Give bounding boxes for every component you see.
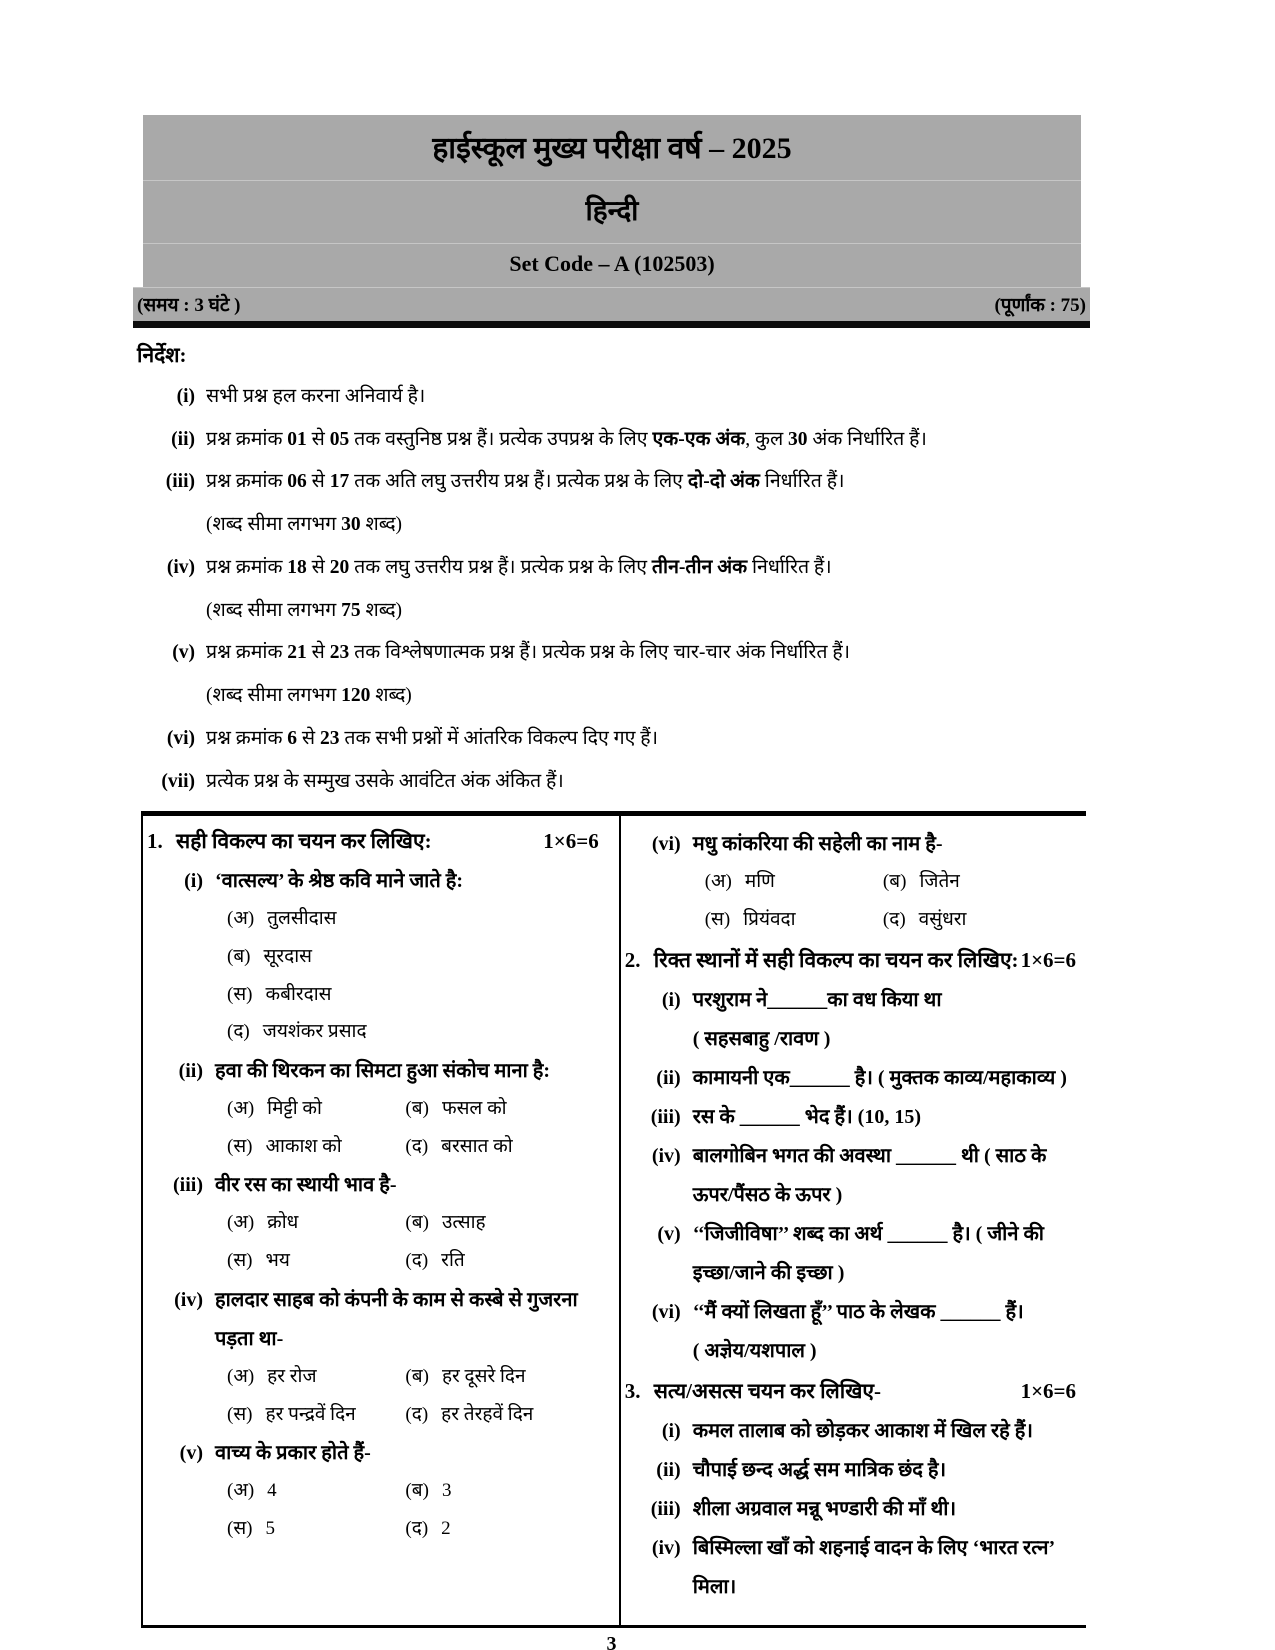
- bold-text-segment: 21: [287, 642, 307, 664]
- options-row: [147, 907, 599, 932]
- option-text: आकाश को: [265, 1135, 342, 1157]
- instruction-item: [137, 469, 1087, 495]
- option-label: (द): [227, 1021, 250, 1043]
- text-segment: तक अति लघु उत्तरीय प्रश्न हैं। प्रत्येक प्रश्न के लिए: [349, 471, 688, 493]
- options-row: [147, 1403, 599, 1428]
- sub-question-line: [625, 1299, 1076, 1325]
- questions-section: [141, 811, 1086, 1627]
- sub-question-text: कमल तालाब को छोड़कर आकाश में खिल रहे हैं।: [692, 1419, 1033, 1442]
- sub-question: [625, 1457, 1076, 1483]
- sub-question-line: [625, 1143, 1076, 1169]
- text-segment: प्रश्न क्रमांक: [206, 428, 288, 450]
- instruction-number: (iv): [166, 556, 195, 578]
- bold-text-segment: 120: [341, 685, 371, 707]
- sub-question-continuation: पड़ता था-: [215, 1327, 284, 1350]
- option-label: (अ): [704, 871, 732, 893]
- question-number: 2.: [624, 947, 641, 972]
- text-segment: से: [306, 428, 330, 450]
- sub-question: [625, 1221, 1076, 1286]
- option: [227, 1135, 405, 1160]
- text-segment: (शब्द सीमा लगभग: [206, 685, 342, 707]
- full-marks-label: (पूर्णांक : 75): [994, 295, 1086, 316]
- option: [405, 1403, 583, 1428]
- bold-text-segment: 06: [287, 471, 307, 493]
- options-row: [625, 870, 1076, 895]
- instruction-item: [137, 726, 1087, 752]
- sub-question-text: वीर रस का स्थायी भाव है-: [215, 1174, 397, 1197]
- text-segment: (शब्द सीमा लगभग: [206, 514, 342, 536]
- instruction-text: [206, 640, 1087, 666]
- option-label: (द): [405, 1403, 429, 1425]
- sub-question-number: (iii): [650, 1105, 681, 1128]
- option-label: (स): [227, 1517, 253, 1539]
- option-text: रति: [441, 1250, 465, 1272]
- option-text: 2: [441, 1517, 451, 1539]
- text-segment: प्रत्येक प्रश्न के सम्मुख उसके आवंटित अंक अंकित हैं।: [206, 770, 564, 792]
- options-row: [625, 908, 1076, 933]
- instructions-section: [137, 341, 1087, 794]
- question-text: रिक्त स्थानों में सही विकल्प का चयन कर लिखिए:: [653, 947, 1019, 972]
- sub-question: [625, 1418, 1076, 1444]
- option-text: तुलसीदास: [267, 908, 337, 930]
- option-text: जितेन: [919, 871, 960, 893]
- sub-question-line: [625, 1104, 1076, 1130]
- option: [405, 1249, 583, 1274]
- option: [405, 1135, 583, 1160]
- sub-question-line: [147, 1172, 599, 1198]
- sub-question-line: [147, 1440, 599, 1466]
- option: [227, 1097, 405, 1122]
- time-label: (समय : 3 घंटे ): [137, 295, 241, 316]
- option-label: (अ): [227, 1480, 255, 1502]
- instruction-number: (v): [172, 642, 195, 664]
- sub-question-number: (iii): [173, 1174, 203, 1197]
- sub-question-line: [625, 1535, 1076, 1561]
- instruction-item: [137, 427, 1087, 453]
- sub-question-text: चौपाई छन्द अर्द्ध सम मात्रिक छंद है।: [692, 1458, 947, 1481]
- sub-question-number: (ii): [656, 1066, 681, 1089]
- header: [143, 115, 1081, 287]
- option-label: (अ): [227, 1212, 255, 1234]
- sub-question-text: बिस्मिल्ला खाँ को शहनाई वादन के लिए ‘भारत रत्न’: [692, 1536, 1056, 1559]
- option-text: फसल को: [441, 1098, 507, 1120]
- text-segment: , कुल: [745, 428, 789, 450]
- bold-text-segment: 23: [319, 727, 340, 749]
- bold-text-segment: 18: [287, 556, 307, 578]
- sub-question-number: (vi): [651, 1300, 681, 1323]
- option-text: हर रोज: [267, 1365, 317, 1387]
- text-segment: (शब्द सीमा लगभग: [206, 599, 342, 621]
- option-text: प्रियंवदा: [743, 909, 796, 931]
- sub-question-number: (v): [657, 1222, 681, 1245]
- option: [405, 1517, 583, 1542]
- option: [883, 870, 1061, 895]
- sub-question-continuation: ऊपर/पैंसठ के ऊपर ): [692, 1183, 843, 1206]
- instructions-heading: निर्देश:: [137, 343, 187, 367]
- sub-question: [625, 1535, 1076, 1600]
- sub-question-line: [147, 1287, 599, 1313]
- question-number: 3.: [624, 1378, 641, 1403]
- bold-text-segment: 6: [287, 727, 298, 749]
- option: [405, 1097, 583, 1122]
- instruction-text: [206, 598, 1087, 624]
- option-text: वसुंधरा: [918, 909, 967, 931]
- bold-text-segment: तीन-तीन अंक: [651, 556, 748, 578]
- text-segment: प्रश्न क्रमांक: [206, 471, 288, 493]
- text-segment: अंक निर्धारित हैं।: [807, 428, 927, 450]
- option-text: बरसात को: [441, 1135, 513, 1157]
- bold-text-segment: 23: [329, 642, 350, 664]
- options-row: [147, 1135, 599, 1160]
- bold-text-segment: 01: [287, 428, 307, 450]
- question-heading: [147, 827, 599, 855]
- sub-question-continuation: ( अज्ञेय/यशपाल ): [692, 1339, 817, 1362]
- option: [227, 1517, 405, 1542]
- sub-question-line: [625, 1065, 1076, 1091]
- sub-question-line: [625, 1221, 1076, 1247]
- instruction-number: (vi): [166, 727, 195, 749]
- option-text: 4: [267, 1480, 277, 1502]
- options-row: [147, 1249, 599, 1274]
- set-code: Set Code – A (102503): [143, 243, 1081, 287]
- sub-question-continuation: इच्छा/जाने की इच्छा ): [692, 1261, 845, 1284]
- option-text: सूरदास: [263, 946, 312, 968]
- sub-question-number: (ii): [178, 1060, 203, 1083]
- instructions-list: [137, 384, 1087, 794]
- option-label: (ब): [405, 1365, 429, 1387]
- header-divider-rule: [133, 321, 1090, 328]
- option-label: (ब): [227, 946, 251, 968]
- option: [705, 908, 883, 933]
- sub-question-line: [625, 1496, 1076, 1522]
- option-label: (अ): [227, 1098, 255, 1120]
- options-row: [147, 1517, 599, 1542]
- option-text: 3: [441, 1480, 452, 1502]
- time-marks-row: [133, 287, 1090, 321]
- text-segment: से: [306, 556, 330, 578]
- instruction-number: [137, 512, 206, 538]
- option-label: (स): [227, 1403, 253, 1425]
- sub-question-text: बालगोबिन भगत की अवस्था ______ थी ( साठ के: [692, 1144, 1047, 1167]
- sub-question-continuation: ( सहसबाहु /रावण ): [692, 1027, 831, 1050]
- option-label: (द): [405, 1517, 429, 1539]
- question-heading: [625, 1377, 1076, 1405]
- bold-text-segment: 30: [341, 514, 361, 536]
- sub-question-continuation: मिला।: [692, 1575, 737, 1598]
- instruction-number: (i): [176, 386, 195, 407]
- options-row: [147, 1020, 599, 1045]
- option-text: उत्साह: [441, 1212, 486, 1234]
- option-label: (ब): [405, 1480, 429, 1502]
- option-label: (ब): [405, 1212, 429, 1234]
- sub-question-text: कामायनी एक______ है। ( मुक्तक काव्य/महाकाव्य ): [692, 1066, 1067, 1089]
- instruction-text: [206, 555, 1087, 581]
- question-marks: 1×6=6: [1020, 1378, 1076, 1403]
- option-text: जयशंकर प्रसाद: [262, 1021, 367, 1043]
- option-text: कबीरदास: [265, 983, 332, 1005]
- option: [705, 870, 883, 895]
- instruction-number: (iii): [165, 471, 195, 493]
- sub-question-line: [625, 987, 1076, 1013]
- sub-question: [147, 1440, 599, 1466]
- sub-question: [625, 1496, 1076, 1522]
- sub-question: [147, 1172, 599, 1198]
- sub-question-line: [625, 1457, 1076, 1483]
- text-segment: सभी प्रश्न हल करना अनिवार्य है।: [206, 386, 426, 407]
- option: [227, 983, 332, 1008]
- sub-question: [625, 831, 1076, 857]
- question-marks: 1×6=6: [1020, 947, 1076, 972]
- sub-question-text: हालदार साहब को कंपनी के काम से कस्बे से गुजरना: [215, 1288, 578, 1311]
- sub-question-number: (iv): [651, 1144, 681, 1167]
- question-marks: 1×6=6: [543, 829, 599, 854]
- sub-question: [147, 1058, 599, 1084]
- question-column-1: [143, 816, 621, 1624]
- option-label: (स): [704, 909, 731, 931]
- option-text: भय: [265, 1250, 290, 1272]
- sub-question: [625, 1299, 1076, 1364]
- option-label: (स): [227, 1250, 253, 1272]
- sub-question-number: (ii): [656, 1458, 681, 1481]
- sub-question-number: (i): [661, 988, 681, 1011]
- option-text: क्रोध: [267, 1212, 299, 1234]
- instruction-number: [137, 598, 206, 624]
- text-segment: तक सभी प्रश्नों में आंतरिक विकल्प दिए गए हैं।: [339, 727, 659, 749]
- page-number: 3: [606, 1632, 617, 1650]
- option-label: (द): [405, 1250, 429, 1272]
- options-row: [147, 1097, 599, 1122]
- sub-question: [147, 868, 599, 894]
- sub-question-line: [625, 1418, 1076, 1444]
- sub-question-text: मधु कांकरिया की सहेली का नाम है-: [692, 833, 943, 856]
- options-row: [147, 1211, 599, 1236]
- question-number: 1.: [147, 829, 163, 854]
- option-label: (अ): [227, 1365, 255, 1387]
- instruction-text: [206, 427, 1087, 453]
- instruction-text: [206, 384, 1087, 410]
- sub-question-line: [147, 868, 599, 894]
- sub-question-text: परशुराम ने______का वध किया था: [692, 988, 942, 1011]
- sub-question-text: ‘‘मैं क्यों लिखता हूँ’’ पाठ के लेखक ______ हैं।: [692, 1300, 1024, 1323]
- option-text: मणि: [744, 871, 775, 893]
- option-label: (ब): [405, 1098, 429, 1120]
- option: [227, 1403, 405, 1428]
- instruction-text: [206, 683, 1087, 709]
- sub-question: [625, 1065, 1076, 1091]
- instruction-text: [206, 469, 1087, 495]
- instruction-text: [206, 726, 1087, 752]
- sub-question-text: रस के ______ भेद हैं। (10, 15): [692, 1105, 921, 1128]
- sub-question-number: (v): [179, 1442, 203, 1465]
- page-title: हाईस्कूल मुख्य परीक्षा वर्ष – 2025: [432, 132, 792, 165]
- option: [883, 908, 1061, 933]
- option-text: मिट्टी को: [267, 1098, 322, 1120]
- sub-question: [625, 1143, 1076, 1208]
- text-segment: तक वस्तुनिष्ठ प्रश्न हैं। प्रत्येक उपप्रश्न के लिए: [349, 428, 653, 450]
- option: [227, 945, 312, 970]
- sub-question-text: ‘वात्सल्य’ के श्रेष्ठ कवि माने जाते है:: [215, 870, 464, 893]
- sub-question-text: शीला अग्रवाल मन्नू भण्डारी की माँ थी।: [692, 1497, 957, 1520]
- sub-question-number: (iii): [650, 1497, 681, 1520]
- option-label: (स): [227, 1135, 253, 1157]
- option: [405, 1365, 583, 1390]
- question-column-2: [621, 816, 1086, 1624]
- instruction-text: [206, 769, 1087, 795]
- text-segment: प्रश्न क्रमांक: [206, 556, 288, 578]
- sub-question-number: (iv): [174, 1288, 203, 1311]
- instruction-item: [137, 640, 1087, 666]
- option-label: (स): [227, 983, 253, 1005]
- instruction-subnote: [137, 512, 1087, 538]
- bold-text-segment: 75: [341, 599, 361, 621]
- sub-question-number: (i): [661, 1419, 681, 1442]
- text-segment: प्रश्न क्रमांक: [206, 727, 288, 749]
- bold-text-segment: एक-एक अंक: [652, 428, 746, 450]
- text-segment: शब्द): [370, 685, 412, 707]
- text-segment: निर्धारित हैं।: [759, 471, 845, 493]
- text-segment: शब्द): [360, 599, 403, 621]
- text-segment: से: [306, 642, 330, 664]
- sub-question: [625, 987, 1076, 1052]
- instruction-number: (vii): [161, 770, 195, 792]
- text-segment: शब्द): [360, 514, 403, 536]
- option: [227, 1249, 405, 1274]
- text-segment: निर्धारित हैं।: [747, 556, 832, 578]
- option-text: 5: [265, 1517, 275, 1539]
- instruction-item: [137, 384, 1087, 410]
- options-row: [147, 983, 599, 1008]
- question-text: सही विकल्प का चयन कर लिखिए:: [176, 829, 432, 854]
- option: [405, 1211, 583, 1236]
- option: [227, 1479, 405, 1504]
- option: [227, 1020, 367, 1045]
- sub-question-text: हवा की थिरकन का सिमटा हुआ संकोच माना है:: [215, 1060, 551, 1083]
- sub-question-text: वाच्य के प्रकार होते हैं-: [215, 1442, 371, 1465]
- text-segment: प्रश्न क्रमांक: [206, 642, 288, 664]
- option-text: हर तेरहवें दिन: [441, 1403, 534, 1425]
- bold-text-segment: 30: [788, 428, 808, 450]
- option: [227, 907, 337, 932]
- sub-question-number: (i): [184, 870, 203, 893]
- options-row: [147, 1479, 599, 1504]
- option: [405, 1479, 583, 1504]
- instruction-subnote: [137, 683, 1087, 709]
- sub-question: [625, 1104, 1076, 1130]
- option-text: हर दूसरे दिन: [441, 1365, 526, 1387]
- options-row: [147, 1365, 599, 1390]
- option-label: (द): [405, 1135, 429, 1157]
- instruction-item: [137, 769, 1087, 795]
- subject-title: हिन्दी: [143, 180, 1081, 243]
- bold-text-segment: 17: [329, 471, 350, 493]
- sub-question-line: [625, 831, 1076, 857]
- option-label: (द): [882, 909, 906, 931]
- sub-question-number: (vi): [651, 833, 681, 856]
- bold-text-segment: 05: [329, 428, 350, 450]
- exam-paper-page: [0, 115, 1275, 1650]
- text-segment: तक विश्लेषणात्मक प्रश्न हैं। प्रत्येक प्रश्न के लिए चार-चार अंक निर्धारित हैं।: [349, 642, 851, 664]
- bold-text-segment: 20: [329, 556, 350, 578]
- option: [227, 1365, 405, 1390]
- text-segment: से: [306, 471, 330, 493]
- instruction-item: [137, 555, 1087, 581]
- question-heading: [625, 946, 1076, 974]
- option-label: (अ): [227, 908, 255, 930]
- bold-text-segment: दो-दो अंक: [687, 471, 760, 493]
- instruction-text: [206, 512, 1087, 538]
- option-label: (ब): [882, 871, 907, 893]
- options-row: [147, 945, 599, 970]
- option: [227, 1211, 405, 1236]
- instruction-number: (ii): [171, 428, 195, 450]
- sub-question: [147, 1287, 599, 1352]
- sub-question-number: (iv): [651, 1536, 681, 1559]
- text-segment: से: [297, 727, 320, 749]
- instruction-subnote: [137, 598, 1087, 624]
- sub-question-line: [147, 1058, 599, 1084]
- text-segment: तक लघु उत्तरीय प्रश्न हैं। प्रत्येक प्रश्न के लिए: [349, 556, 652, 578]
- option-text: हर पन्द्रवें दिन: [265, 1403, 356, 1425]
- instruction-number: [137, 683, 206, 709]
- sub-question-text: ‘‘जिजीविषा’’ शब्द का अर्थ ______ है। ( जीने की: [692, 1222, 1044, 1245]
- question-text: सत्य/असत्स चयन कर लिखिए-: [653, 1378, 881, 1403]
